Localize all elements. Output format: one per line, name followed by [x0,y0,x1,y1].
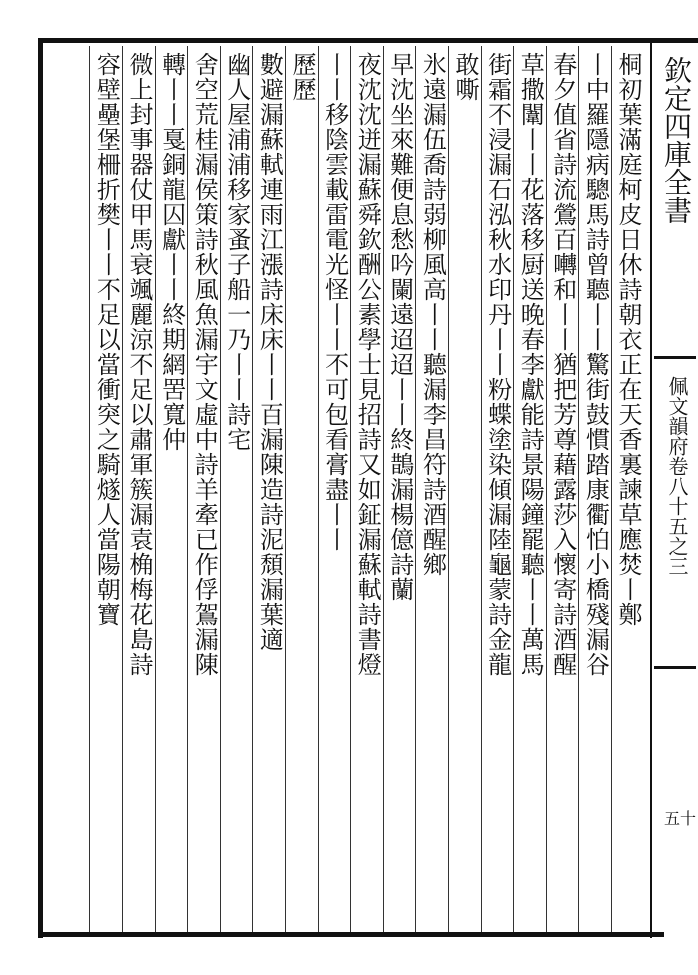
frame-right-border [650,38,652,938]
text-column: 桐初葉滿庭柯皮日休詩朝衣正在天香裏諫草應焚丨鄭 [614,52,642,627]
fishtail-mark-top [654,356,696,373]
text-column: 容壁壘堡柵折樊丨丨不足以當衝突之騎燧人當陽朝寶 [92,52,121,627]
text-column: 街霜不浸漏石泓秋水印丹丨丨粉蝶塗染傾漏陸龜蒙詩金龍 [483,52,512,677]
frame-left-border [38,38,43,938]
text-column: 早沈坐來難便息愁吟闌遠迢迢丨丨終鵲漏楊億詩蘭 [385,52,414,602]
text-column: 春夕值省詩流鶯百囀和丨丨猶把芳尊藉露莎入懷寄詩酒醒 [548,52,577,677]
page-header-column [654,46,696,932]
text-column: 微上封事器仗甲馬衰颯麗涼不足以肅軍簇漏袁桷梅花島詩 [125,52,153,677]
text-column: 夜沈沈迸漏蘇舜欽酬公素學士見招詩又如鉦漏蘇軾詩書燈 [353,52,382,677]
text-column: 幽人屋浦浦移家蚤子船一乃丨丨詩宅 [222,52,251,452]
text-column: 草撒闈丨丨花落移厨送晚春李獻能詩景陽鐘罷聽丨丨萬馬 [516,52,545,677]
frame-bottom-border [38,932,664,937]
fishtail-mark-bottom [654,652,696,669]
text-column: 舍空荒桂漏侯策詩秋風魚漏宇文虛中詩羊牽已作俘鴐漏陳 [190,52,219,677]
text-column: 氷遠漏伍喬詩弱柳風高丨丨聽漏李昌符詩酒醒鄉 [418,52,447,577]
text-column: 數避漏蘇軾連雨江漲詩床床丨丨百漏陳造詩泥頹漏葉適 [255,52,284,652]
frame-top-border [38,38,698,43]
folio-number: 五十 [664,809,697,828]
text-column: 轉丨丨戛銅龍囚獻丨丨終期網罟寬仲 [157,52,186,452]
text-column: 歷歷 [288,52,316,102]
volume-label: 佩文韻府卷八十五之三 [665,376,689,576]
text-column: 丨中羅隱病驄馬詩曾聽丨丨驚街鼓慣踏康衢怕小橋殘漏谷 [581,52,610,677]
text-column: 敢嘶 [451,52,479,102]
book-title: 欽定四庫全書 [660,56,693,224]
text-column: 丨丨移陰雲載雷電光怪丨丨不可包看膏盡丨丨 [320,52,349,552]
column-rule [89,46,90,932]
